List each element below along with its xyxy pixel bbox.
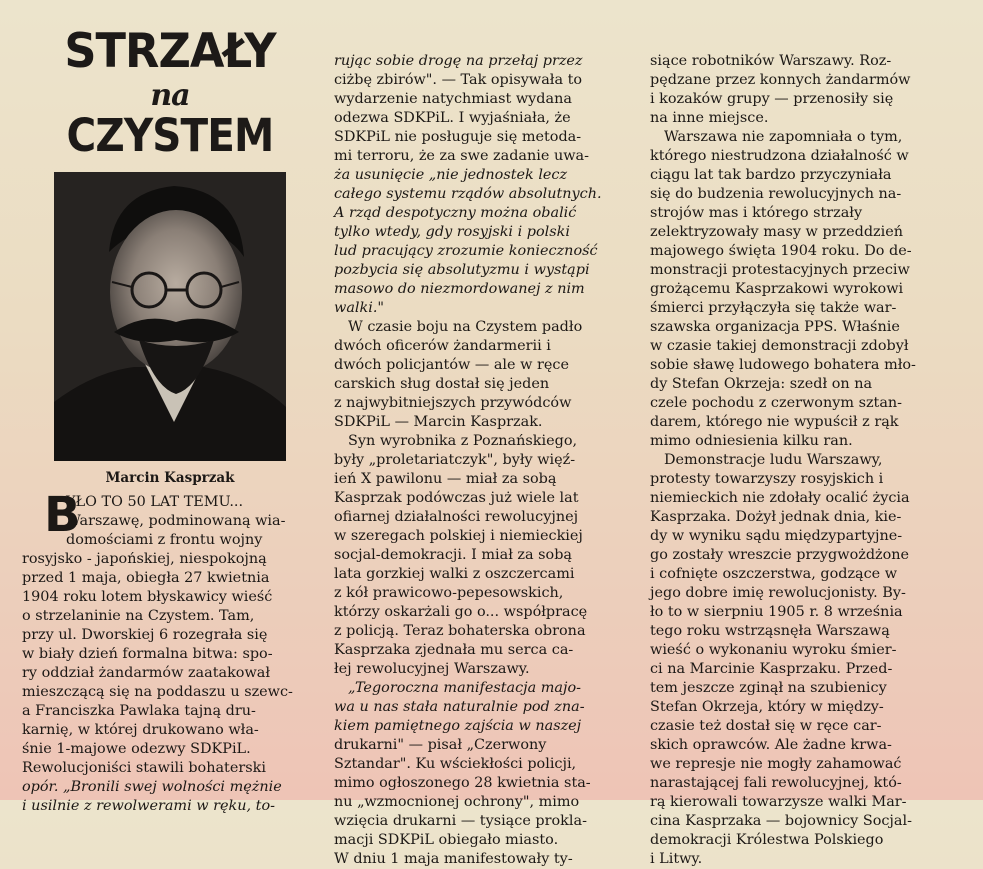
text-line: A rząd despotyczny można obalić <box>334 205 577 221</box>
text-line: we represje nie mogły zahamować <box>650 756 902 772</box>
text-line: strojów mas i którego strzały <box>650 205 863 221</box>
text-line: całego systemu rządów absolutnych. <box>334 186 602 202</box>
text-line: pozbycia się absolutyzmu i wystąpi <box>334 262 590 278</box>
text-line: Demonstracje ludu Warszawy, <box>664 452 883 468</box>
text-line: lata gorzkiej walki z oszczercami <box>334 566 575 582</box>
text-line: ofiarnej działalności rewolucyjnej <box>334 509 579 525</box>
text-line: opór. „Bronili swej wolności mężnie <box>22 779 282 795</box>
text-line: mimo odniesienia kilku ran. <box>650 433 853 449</box>
text-line: niemieckich nie zdołały ocalić życia <box>650 490 910 506</box>
text-line: pędzane przez konnych żandarmów <box>650 72 911 88</box>
text-line: ci na Marcinie Kasprzaku. Przed- <box>650 661 893 677</box>
text-line: karnię, w której drukowano wła- <box>22 722 259 738</box>
text-line: SDKPiL nie posługuje się metoda- <box>334 129 582 145</box>
text-line: jego dobre imię rewolucjonisty. By- <box>650 585 906 601</box>
text-line: w szeregach polskiej i niemieckiej <box>334 528 583 544</box>
article-column-2 <box>334 52 630 869</box>
text-line: protesty towarzyszy rosyjskich i <box>650 471 884 487</box>
text-line: i cofnięte oszczerstwa, godzące w <box>650 566 898 582</box>
text-line: Sztandar". Ku wściekłości policji, <box>334 756 577 772</box>
text-line: ło to w sierpniu 1905 r. 8 września <box>650 604 903 620</box>
text-line: Kasprzaka zjednała mu serca ca- <box>334 642 574 658</box>
text-line: śnie 1-majowe odezwy SDKPiL. <box>22 741 251 757</box>
text-line: Kasprzaka. Dożył jednak dnia, kie- <box>650 509 902 525</box>
text-line: tylko wtedy, gdy rosyjski i polski <box>334 224 570 240</box>
text-line: cina Kasprzaka — bojownicy Socjal- <box>650 813 912 829</box>
text-line: socjal-demokracji. I miał za sobą <box>334 547 573 563</box>
text-line: sobie sławę ludowego bohatera mło- <box>650 357 916 373</box>
text-line: przy ul. Dworskiej 6 rozegrała się <box>22 627 268 643</box>
text-line: majowego święta 1904 roku. Do de- <box>650 243 912 259</box>
text-line: rując sobie drogę na przełaj przez <box>334 53 583 69</box>
text-line: go zostały wreszcie przygwożdżone <box>650 547 910 563</box>
photo-caption: Marcin Kasprzak <box>105 470 235 486</box>
text-line: Rewolucjoniści stawili bohaterski <box>22 760 266 776</box>
text-line: przed 1 maja, obiegła 27 kwietnia <box>22 570 270 586</box>
text-line: wzięcia drukarni — tysiące prokla- <box>334 813 587 829</box>
article-column-3 <box>650 52 950 869</box>
article-column-1-line3 <box>60 531 298 550</box>
text-line: dwóch policjantów — ale w ręce <box>334 357 569 373</box>
text-line: dy Stefan Okrzeja: szedł on na <box>650 376 873 392</box>
text-line: ciągu lat tak bardzo przyczyniała <box>650 167 892 183</box>
text-line: a Franciszka Pawlaka tajną dru- <box>22 703 256 719</box>
text-line: którzy oskarżali go o... współpracę <box>334 604 588 620</box>
portrait-illustration <box>54 172 286 461</box>
text-line: monstracji protestacyjnych przeciw <box>650 262 910 278</box>
text-line: mimo ogłoszonego 28 kwietnia sta- <box>334 775 591 791</box>
text-line: Stefan Okrzeja, który w między- <box>650 699 884 715</box>
text-line: wa u nas stała naturalnie pod zna- <box>334 699 585 715</box>
text-line: tego roku wstrząsnęła Warszawą <box>650 623 890 639</box>
text-line: YŁO TO 50 LAT TEMU... <box>66 494 244 510</box>
text-line: wieść o wykonaniu wyroku śmier- <box>650 642 897 658</box>
text-line: z kół prawicowo-pepesowskich, <box>334 585 564 601</box>
text-line: czele pochodu z czerwonym sztan- <box>650 395 903 411</box>
text-line: lud pracujący zrozumie konieczność <box>334 243 598 259</box>
article-column-1 <box>66 493 298 512</box>
text-line: nu „wzmocnionej ochrony", mimo <box>334 794 580 810</box>
text-line: ień X pawilonu — miał za sobą <box>334 471 557 487</box>
text-line: mieszczącą się na poddaszu u szewc- <box>22 684 293 700</box>
text-line: tem jeszcze zginął na szubienicy <box>650 680 887 696</box>
text-line: szawska organizacja PPS. Właśnie <box>650 319 900 335</box>
text-line: Syn wyrobnika z Poznańskiego, <box>348 433 578 449</box>
text-line: dwóch oficerów żandarmerii i <box>334 338 551 354</box>
headline-line-2: na <box>150 78 190 113</box>
text-line: W czasie boju na Czystem padło <box>348 319 583 335</box>
text-line: Kasprzak podówczas już wiele lat <box>334 490 579 506</box>
text-line: śmierci przyłączyła się także war- <box>650 300 897 316</box>
text-line: Warszawę, podminowaną wia- <box>66 513 286 529</box>
text-line: W dniu 1 maja manifestowały ty- <box>334 851 573 867</box>
headline-line-1: STRZAŁY <box>64 24 276 79</box>
text-line: drukarni" — pisał „Czerwony <box>334 737 547 753</box>
text-line: ża usunięcie „nie jednostek lecz <box>334 167 568 183</box>
article-column-1-cont <box>60 512 298 531</box>
text-line: i kozaków grupy — przenosiły się <box>650 91 894 107</box>
text-line: walki." <box>334 300 385 316</box>
text-line: w biały dzień formalna bitwa: spo- <box>22 646 273 662</box>
text-line: w czasie takiej demonstracji zdobył <box>650 338 909 354</box>
text-line: były „proletariatczyk", były więź- <box>334 452 576 468</box>
text-line: na inne miejsce. <box>650 110 769 126</box>
text-line: rosyjsko - japońskiej, niespokojną <box>22 551 267 567</box>
text-line: mi terroru, że za swe zadanie uwa- <box>334 148 589 164</box>
text-line: domościami z frontu wojny <box>66 532 263 548</box>
text-line: zelektryzowały masy w przeddzień <box>650 224 904 240</box>
text-line: dy w wyniku sądu międzypartyjne- <box>650 528 903 544</box>
text-line: którego niestrudzona działalność w <box>650 148 909 164</box>
text-line: masowo do niezmordowanej z nim <box>334 281 585 297</box>
text-line: czasie też dostał się w ręce car- <box>650 718 882 734</box>
text-line: i Litwy. <box>650 851 703 867</box>
text-line: wydarzenie natychmiast wydana <box>334 91 572 107</box>
text-line: skich oprawców. Ale żadne krwa- <box>650 737 892 753</box>
text-line: Warszawa nie zapomniała o tym, <box>664 129 903 145</box>
text-line: carskich sług dostał się jeden <box>334 376 550 392</box>
text-line: odezwa SDKPiL. I wyjaśniała, że <box>334 110 571 126</box>
text-line: demokracji Królestwa Polskiego <box>650 832 884 848</box>
text-line: ry oddział żandarmów zaatakował <box>22 665 271 681</box>
text-line: i usilnie z rewolwerami w ręku, to- <box>22 798 275 814</box>
text-line: kiem pamiętnego zajścia w naszej <box>334 718 582 734</box>
text-line: z policją. Teraz bohaterska obrona <box>334 623 586 639</box>
text-line: łej rewolucyjnej Warszawy. <box>334 661 530 677</box>
text-line: darem, którego nie wypuścił z rąk <box>650 414 899 430</box>
article-column-1-body <box>22 550 300 816</box>
text-line: ciżbę zbirów". — Tak opisywała to <box>334 72 583 88</box>
text-line: „Tegoroczna manifestacja majo- <box>348 680 581 696</box>
text-line: o strzelaninie na Czystem. Tam, <box>22 608 255 624</box>
text-line: z najwybitniejszych przywódców <box>334 395 572 411</box>
text-line: siące robotników Warszawy. Roz- <box>650 53 892 69</box>
drop-cap: B <box>44 487 81 543</box>
text-line: SDKPiL — Marcin Kasprzak. <box>334 414 543 430</box>
text-line: rą kierowali towarzysze walki Mar- <box>650 794 907 810</box>
text-line: macji SDKPiL obiegało miasto. <box>334 832 559 848</box>
text-line: grożącemu Kasprzakowi wyrokowi <box>650 281 904 297</box>
text-line: narastającej fali rewolucyjnej, któ- <box>650 775 902 791</box>
headline-line-3: CZYSTEM <box>66 109 274 162</box>
text-line: 1904 roku lotem błyskawicy wieść <box>22 589 273 605</box>
text-line: się do budzenia rewolucyjnych na- <box>650 186 902 202</box>
portrait-photo <box>54 172 286 461</box>
